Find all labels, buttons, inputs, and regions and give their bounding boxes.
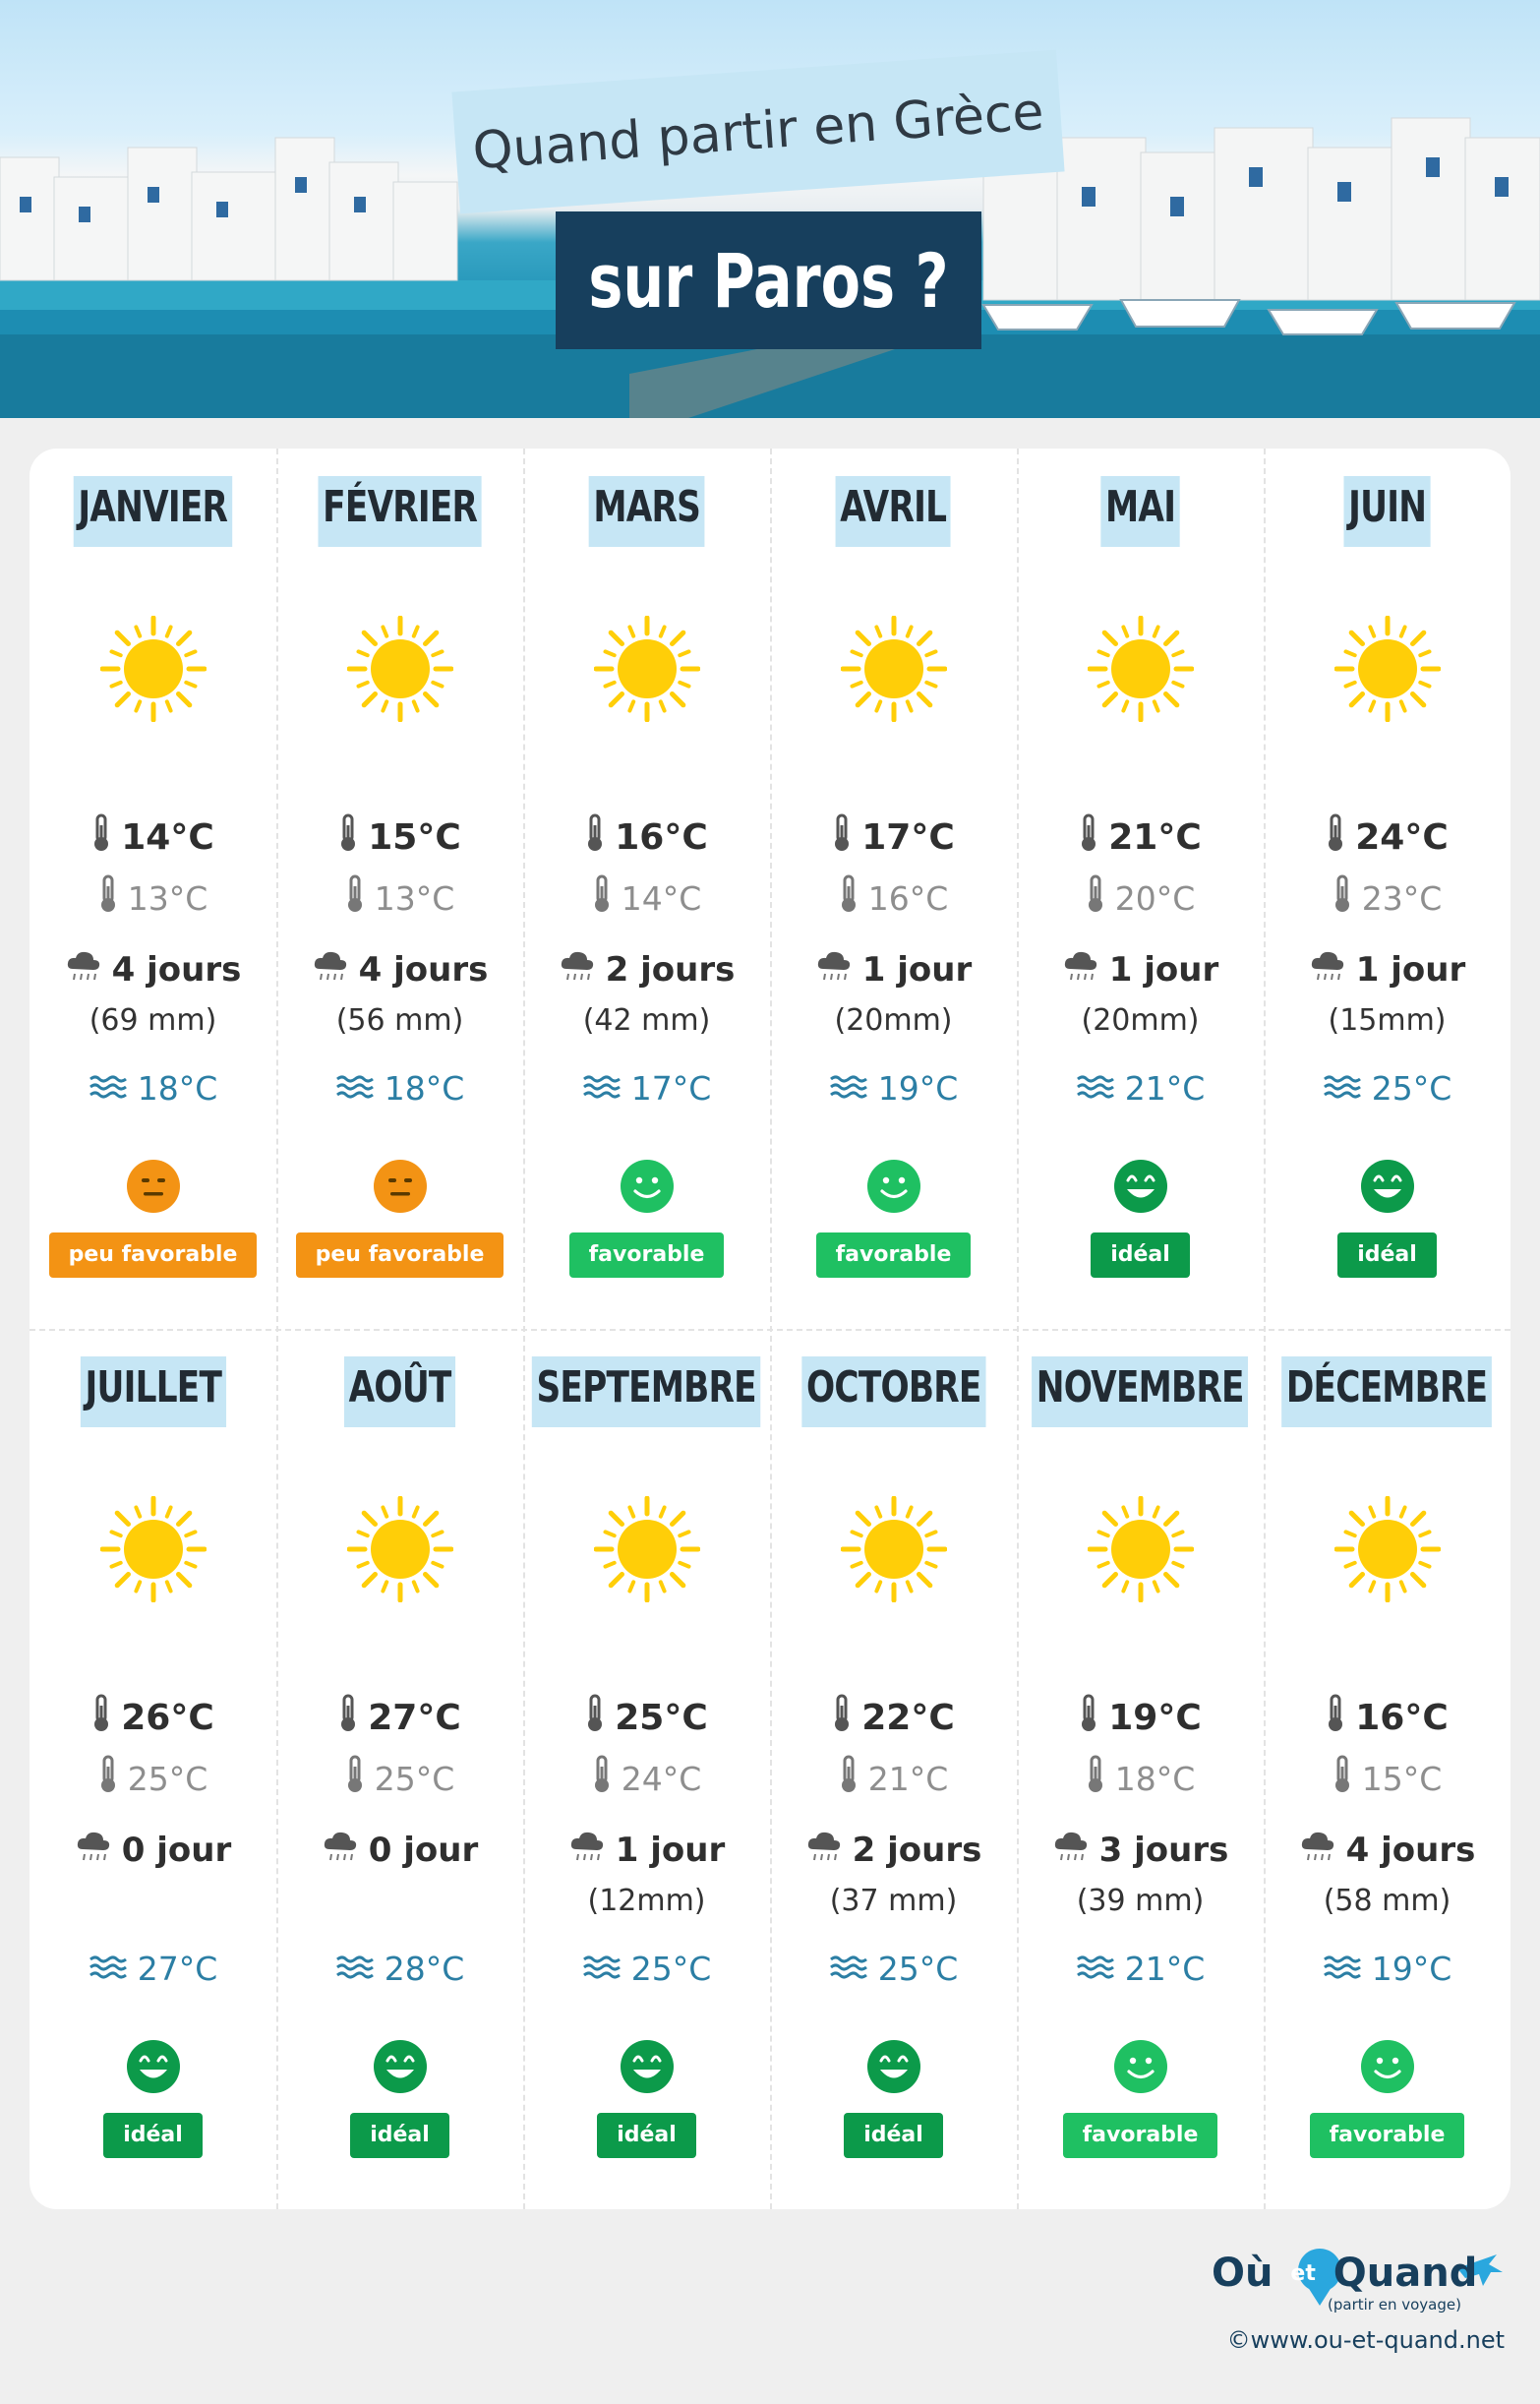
waves-icon bbox=[89, 1950, 128, 1988]
sun-icon bbox=[100, 1496, 207, 1602]
month-cell bbox=[1017, 449, 1264, 1329]
temp-min-value: 13°C bbox=[127, 878, 208, 918]
rating-badge-wrap bbox=[1017, 2113, 1264, 2158]
waves-icon bbox=[1076, 1069, 1115, 1108]
temp-max-value: 26°C bbox=[121, 1697, 214, 1738]
rating-badge-wrap bbox=[523, 2113, 770, 2158]
thermometer-icon bbox=[585, 813, 605, 862]
rating-face-icon bbox=[126, 1159, 181, 1214]
rating-badge-wrap bbox=[770, 1232, 1017, 1278]
temp-max-value: 25°C bbox=[615, 1697, 708, 1738]
temp-max bbox=[770, 1693, 1017, 1742]
rating-face-icon bbox=[866, 2039, 921, 2094]
sea-temp-value: 19°C bbox=[1371, 1949, 1452, 1988]
rating-badge-wrap bbox=[276, 1232, 523, 1278]
logo-word-quand: Quand bbox=[1333, 2251, 1478, 2296]
month-cell bbox=[1264, 1329, 1510, 2209]
temp-max bbox=[523, 1693, 770, 1742]
month-name: MAI bbox=[1100, 476, 1180, 547]
rating-badge: idéal bbox=[103, 2113, 203, 2158]
rain-days bbox=[276, 945, 523, 994]
sea-temp bbox=[30, 1065, 276, 1111]
thermometer-icon bbox=[1326, 813, 1345, 862]
temp-max-value: 21°C bbox=[1108, 816, 1202, 858]
temp-max bbox=[1264, 812, 1510, 862]
sea-temp-value: 18°C bbox=[137, 1068, 218, 1108]
sun-icon bbox=[1088, 616, 1194, 722]
rain-days-value: 4 jours bbox=[358, 950, 489, 990]
sun-icon bbox=[594, 616, 700, 722]
sea-temp bbox=[770, 1065, 1017, 1111]
sun-icon bbox=[594, 1496, 700, 1602]
rating-face-icon bbox=[373, 1159, 428, 1214]
sea-temp-value: 27°C bbox=[137, 1949, 218, 1988]
rain-amount: (20mm) bbox=[1081, 1002, 1200, 1038]
temp-max-value: 16°C bbox=[1355, 1697, 1449, 1738]
rain-days-value: 2 jours bbox=[605, 950, 736, 990]
temp-max bbox=[30, 812, 276, 862]
temp-max bbox=[523, 812, 770, 862]
temp-min bbox=[276, 1757, 523, 1800]
temp-min-value: 13°C bbox=[374, 878, 455, 918]
sea-temp-value: 25°C bbox=[1371, 1068, 1452, 1108]
month-label-wrap bbox=[523, 476, 770, 547]
temp-max-value: 17°C bbox=[861, 816, 955, 858]
temp-min-value: 24°C bbox=[621, 1759, 702, 1798]
rating-face-icon bbox=[1360, 2039, 1415, 2094]
sun-icon bbox=[347, 1496, 453, 1602]
thermometer-icon bbox=[592, 1755, 612, 1802]
sea-temp bbox=[523, 1065, 770, 1111]
thermometer-icon bbox=[1079, 1694, 1098, 1742]
temp-max bbox=[1017, 812, 1264, 862]
sun-icon bbox=[100, 616, 207, 722]
month-label-wrap bbox=[770, 476, 1017, 547]
month-label-wrap bbox=[1017, 1356, 1264, 1427]
rating-badge-wrap bbox=[770, 2113, 1017, 2158]
temp-min bbox=[30, 876, 276, 920]
temp-min-value: 25°C bbox=[374, 1759, 455, 1798]
rain-amount: (69 mm) bbox=[89, 1002, 217, 1038]
temp-min bbox=[523, 876, 770, 920]
rain-amount: (20mm) bbox=[834, 1002, 953, 1038]
month-name: JUIN bbox=[1343, 476, 1430, 547]
temp-min bbox=[1017, 1757, 1264, 1800]
month-name: AVRIL bbox=[836, 476, 951, 547]
month-name: DÉCEMBRE bbox=[1282, 1356, 1493, 1427]
thermometer-icon bbox=[585, 1694, 605, 1742]
month-label-wrap bbox=[276, 1356, 523, 1427]
month-name: OCTOBRE bbox=[801, 1356, 985, 1427]
rating-face-icon bbox=[1113, 1159, 1168, 1214]
sun-icon bbox=[347, 616, 453, 722]
month-label-wrap bbox=[276, 476, 523, 547]
rating-badge: idéal bbox=[350, 2113, 449, 2158]
thermometer-icon bbox=[832, 1694, 852, 1742]
sun-icon bbox=[1334, 1496, 1441, 1602]
sun-icon bbox=[1334, 616, 1441, 722]
waves-icon bbox=[1323, 1950, 1362, 1988]
sun-icon bbox=[1088, 1496, 1194, 1602]
rain-amount bbox=[276, 1878, 523, 1923]
waves-icon bbox=[89, 1069, 128, 1108]
rating-badge: idéal bbox=[1337, 1232, 1437, 1278]
sea-temp bbox=[276, 1946, 523, 1991]
rating-badge: idéal bbox=[844, 2113, 943, 2158]
temp-max-value: 19°C bbox=[1108, 1697, 1202, 1738]
rain-cloud-icon bbox=[75, 1830, 112, 1872]
climate-table bbox=[30, 449, 1510, 2209]
sea-temp-value: 17°C bbox=[630, 1068, 712, 1108]
rain-cloud-icon bbox=[568, 1830, 606, 1872]
sea-temp-value: 25°C bbox=[630, 1949, 712, 1988]
rain-cloud-icon bbox=[805, 1830, 843, 1872]
month-label-wrap bbox=[30, 1356, 276, 1427]
rating-badge: peu favorable bbox=[296, 1232, 504, 1278]
temp-max-value: 14°C bbox=[121, 816, 214, 858]
month-label-wrap bbox=[1264, 1356, 1510, 1427]
rating-badge-wrap bbox=[1264, 2113, 1510, 2158]
rain-days-value: 0 jour bbox=[368, 1831, 479, 1870]
rain-cloud-icon bbox=[559, 949, 596, 992]
hero-banner bbox=[0, 0, 1540, 418]
rain-days bbox=[30, 1826, 276, 1875]
rain-amount: (15mm) bbox=[1328, 1002, 1447, 1038]
rain-days bbox=[770, 1826, 1017, 1875]
sun-icon bbox=[841, 616, 947, 722]
rain-days bbox=[1264, 1826, 1510, 1875]
rain-amount: (56 mm) bbox=[335, 1002, 464, 1038]
month-cell bbox=[276, 1329, 523, 2209]
month-name: AOÛT bbox=[344, 1356, 455, 1427]
page-subtitle: sur Paros ? bbox=[588, 236, 949, 325]
page-title: Quand partir en Grèce bbox=[470, 82, 1046, 182]
waves-icon bbox=[582, 1069, 622, 1108]
rating-face-icon bbox=[126, 2039, 181, 2094]
temp-max bbox=[30, 1693, 276, 1742]
month-cell bbox=[523, 449, 770, 1329]
sea-temp bbox=[276, 1065, 523, 1111]
copyright-link[interactable]: ©www.ou-et-quand.net bbox=[1226, 2326, 1505, 2354]
sea-temp-value: 21°C bbox=[1124, 1949, 1206, 1988]
temp-min bbox=[276, 876, 523, 920]
sea-temp bbox=[1264, 1946, 1510, 1991]
rain-amount: (39 mm) bbox=[1076, 1883, 1205, 1918]
thermometer-icon bbox=[345, 874, 365, 922]
sea-temp-value: 25°C bbox=[877, 1949, 959, 1988]
rating-badge: idéal bbox=[597, 2113, 696, 2158]
thermometer-icon bbox=[91, 1694, 111, 1742]
temp-min-value: 18°C bbox=[1114, 1759, 1196, 1798]
month-cell bbox=[1017, 1329, 1264, 2209]
month-name: JANVIER bbox=[74, 476, 232, 547]
waves-icon bbox=[1076, 1950, 1115, 1988]
thermometer-icon bbox=[832, 813, 852, 862]
temp-min bbox=[1264, 876, 1510, 920]
rating-face-icon bbox=[1360, 1159, 1415, 1214]
rain-days-value: 1 jour bbox=[861, 950, 973, 990]
rain-days-value: 4 jours bbox=[1345, 1831, 1476, 1870]
month-cell bbox=[770, 1329, 1017, 2209]
rain-days bbox=[1017, 1826, 1264, 1875]
rain-days bbox=[1264, 945, 1510, 994]
temp-max bbox=[770, 812, 1017, 862]
rain-cloud-icon bbox=[815, 949, 853, 992]
logo-word-ou: Où bbox=[1212, 2251, 1273, 2296]
rating-badge-wrap bbox=[30, 2113, 276, 2158]
sea-temp-value: 19°C bbox=[877, 1068, 959, 1108]
rain-days-value: 1 jour bbox=[615, 1831, 726, 1870]
temp-max bbox=[276, 812, 523, 862]
temp-min bbox=[1017, 876, 1264, 920]
month-cell bbox=[770, 449, 1017, 1329]
rain-days bbox=[523, 945, 770, 994]
month-name: NOVEMBRE bbox=[1032, 1356, 1248, 1427]
waves-icon bbox=[829, 1069, 868, 1108]
temp-min-value: 16°C bbox=[867, 878, 949, 918]
rain-cloud-icon bbox=[1062, 949, 1099, 992]
thermometer-icon bbox=[1079, 813, 1098, 862]
rain-days bbox=[276, 1826, 523, 1875]
rating-badge-wrap bbox=[276, 2113, 523, 2158]
rain-days bbox=[30, 945, 276, 994]
rain-amount bbox=[30, 1878, 276, 1923]
waves-icon bbox=[829, 1950, 868, 1988]
rain-cloud-icon bbox=[322, 1830, 359, 1872]
temp-min-value: 23°C bbox=[1361, 878, 1443, 918]
sea-temp bbox=[523, 1946, 770, 1991]
temp-min bbox=[30, 1757, 276, 1800]
rain-amount: (58 mm) bbox=[1323, 1883, 1451, 1918]
temp-max bbox=[1017, 1693, 1264, 1742]
rating-face-icon bbox=[866, 1159, 921, 1214]
temp-min-value: 14°C bbox=[621, 878, 702, 918]
rain-cloud-icon bbox=[312, 949, 349, 992]
rating-badge-wrap bbox=[523, 1232, 770, 1278]
rain-cloud-icon bbox=[65, 949, 102, 992]
rating-face-icon bbox=[373, 2039, 428, 2094]
temp-min bbox=[523, 1757, 770, 1800]
rain-days bbox=[770, 945, 1017, 994]
rating-badge: favorable bbox=[1063, 2113, 1218, 2158]
thermometer-icon bbox=[91, 813, 111, 862]
waves-icon bbox=[335, 1950, 375, 1988]
sea-temp bbox=[1017, 1065, 1264, 1111]
month-label-wrap bbox=[30, 476, 276, 547]
logo-word-et: et bbox=[1290, 2261, 1316, 2286]
thermometer-icon bbox=[1333, 1755, 1352, 1802]
temp-max-value: 15°C bbox=[368, 816, 461, 858]
month-cell bbox=[523, 1329, 770, 2209]
thermometer-icon bbox=[338, 813, 358, 862]
thermometer-icon bbox=[592, 874, 612, 922]
rain-days-value: 1 jour bbox=[1108, 950, 1219, 990]
rating-badge-wrap bbox=[1017, 1232, 1264, 1278]
temp-max bbox=[276, 1693, 523, 1742]
thermometer-icon bbox=[839, 874, 859, 922]
rain-cloud-icon bbox=[1052, 1830, 1090, 1872]
month-cell bbox=[30, 1329, 276, 2209]
rain-amount: (12mm) bbox=[587, 1883, 706, 1918]
waves-icon bbox=[335, 1069, 375, 1108]
rating-badge-wrap bbox=[30, 1232, 276, 1278]
logo-wordmark bbox=[1212, 2251, 1477, 2296]
rain-days bbox=[1017, 945, 1264, 994]
month-label-wrap bbox=[770, 1356, 1017, 1427]
rain-days-value: 0 jour bbox=[121, 1831, 232, 1870]
rain-cloud-icon bbox=[1299, 1830, 1336, 1872]
month-cell bbox=[276, 449, 523, 1329]
sea-temp-value: 21°C bbox=[1124, 1068, 1206, 1108]
rating-badge: favorable bbox=[569, 1232, 725, 1278]
month-label-wrap bbox=[1017, 476, 1264, 547]
temp-min-value: 25°C bbox=[127, 1759, 208, 1798]
temp-min bbox=[1264, 1757, 1510, 1800]
rating-face-icon bbox=[620, 1159, 675, 1214]
rain-days-value: 3 jours bbox=[1098, 1831, 1229, 1870]
rating-badge: idéal bbox=[1091, 1232, 1190, 1278]
thermometer-icon bbox=[98, 1755, 118, 1802]
thermometer-icon bbox=[345, 1755, 365, 1802]
month-name: JUILLET bbox=[81, 1356, 226, 1427]
temp-max-value: 24°C bbox=[1355, 816, 1449, 858]
sea-temp bbox=[1017, 1946, 1264, 1991]
rating-badge: peu favorable bbox=[49, 1232, 258, 1278]
thermometer-icon bbox=[1086, 874, 1105, 922]
sea-temp bbox=[1264, 1065, 1510, 1111]
hero-photo bbox=[0, 0, 1540, 418]
sea-temp-value: 18°C bbox=[384, 1068, 465, 1108]
month-name: SEPTEMBRE bbox=[532, 1356, 761, 1427]
thermometer-icon bbox=[1086, 1755, 1105, 1802]
month-name: FÉVRIER bbox=[318, 476, 481, 547]
sea-temp bbox=[30, 1946, 276, 1991]
thermometer-icon bbox=[839, 1755, 859, 1802]
month-label-wrap bbox=[523, 1356, 770, 1427]
temp-min-value: 21°C bbox=[867, 1759, 949, 1798]
sea-temp bbox=[770, 1946, 1017, 1991]
thermometer-icon bbox=[98, 874, 118, 922]
temp-min bbox=[770, 876, 1017, 920]
rating-badge: favorable bbox=[816, 1232, 972, 1278]
waves-icon bbox=[1323, 1069, 1362, 1108]
temp-max-value: 27°C bbox=[368, 1697, 461, 1738]
thermometer-icon bbox=[1326, 1694, 1345, 1742]
rain-days-value: 4 jours bbox=[111, 950, 242, 990]
rain-days-value: 1 jour bbox=[1355, 950, 1466, 990]
sea-temp-value: 28°C bbox=[384, 1949, 465, 1988]
thermometer-icon bbox=[338, 1694, 358, 1742]
rain-cloud-icon bbox=[1309, 949, 1346, 992]
logo-tagline: (partir en voyage) bbox=[1328, 2296, 1461, 2314]
rain-days-value: 2 jours bbox=[852, 1831, 982, 1870]
thermometer-icon bbox=[1333, 874, 1352, 922]
temp-max-value: 16°C bbox=[615, 816, 708, 858]
rating-badge-wrap bbox=[1264, 1232, 1510, 1278]
temp-max bbox=[1264, 1693, 1510, 1742]
rating-face-icon bbox=[620, 2039, 675, 2094]
month-cell bbox=[30, 449, 276, 1329]
temp-max-value: 22°C bbox=[861, 1697, 955, 1738]
temp-min bbox=[770, 1757, 1017, 1800]
sun-icon bbox=[841, 1496, 947, 1602]
rating-badge: favorable bbox=[1310, 2113, 1465, 2158]
temp-min-value: 15°C bbox=[1361, 1759, 1443, 1798]
rating-face-icon bbox=[1113, 2039, 1168, 2094]
rain-amount: (37 mm) bbox=[829, 1883, 958, 1918]
temp-min-value: 20°C bbox=[1114, 878, 1196, 918]
month-label-wrap bbox=[1264, 476, 1510, 547]
rain-amount: (42 mm) bbox=[582, 1002, 711, 1038]
waves-icon bbox=[582, 1950, 622, 1988]
month-cell bbox=[1264, 449, 1510, 1329]
rain-days bbox=[523, 1826, 770, 1875]
month-name: MARS bbox=[588, 476, 704, 547]
